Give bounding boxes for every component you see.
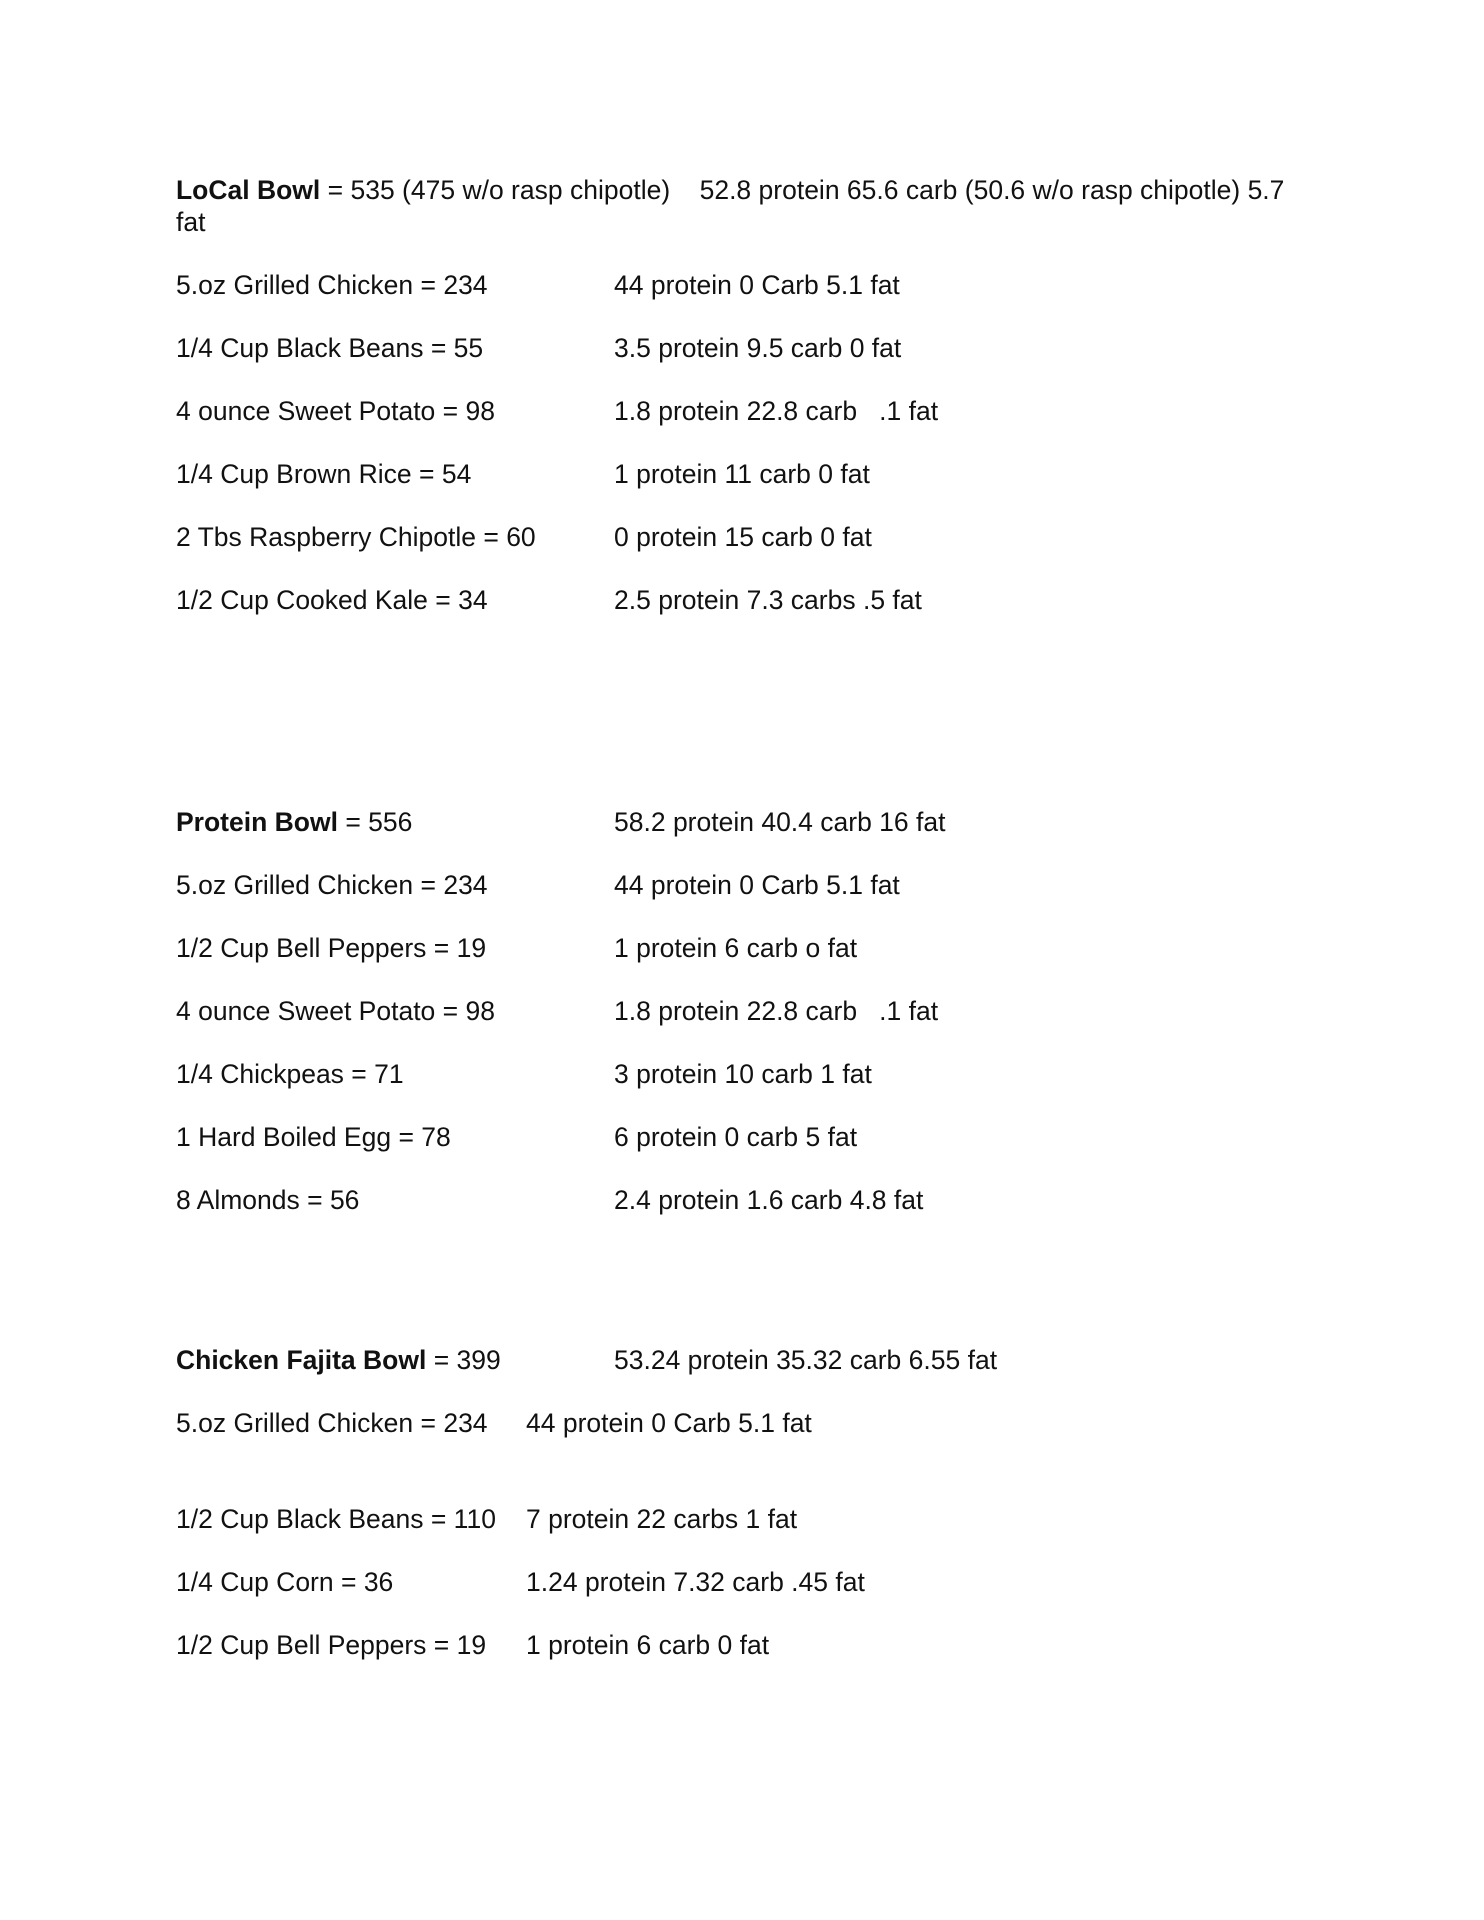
item-macros: 6 protein 0 carb 5 fat	[614, 1122, 858, 1152]
item-label: 1/2 Cup Bell Peppers = 19	[176, 933, 487, 963]
item-macros: 44 protein 0 Carb 5.1 fat	[526, 1408, 812, 1438]
item-macros: 2.5 protein 7.3 carbs .5 fat	[614, 585, 922, 615]
item-label: 4 ounce Sweet Potato = 98	[176, 396, 495, 426]
item-label: 1/4 Cup Corn = 36	[176, 1567, 394, 1597]
item-macros: 44 protein 0 Carb 5.1 fat	[614, 870, 900, 900]
item-macros: 1.8 protein 22.8 carb .1 fat	[614, 996, 939, 1026]
item-macros: 1.24 protein 7.32 carb .45 fat	[526, 1567, 865, 1597]
item-label: 5.oz Grilled Chicken = 234	[176, 1408, 488, 1438]
section-summary: = 399	[426, 1345, 501, 1375]
item-macros: 2.4 protein 1.6 carb 4.8 fat	[614, 1185, 924, 1215]
section-header-chicken-fajita-bowl	[176, 1344, 501, 1376]
item-label: 1 Hard Boiled Egg = 78	[176, 1122, 451, 1152]
section-header-local-bowl	[176, 174, 1284, 206]
item-label: 1/4 Cup Brown Rice = 54	[176, 459, 472, 489]
item-macros: 3.5 protein 9.5 carb 0 fat	[614, 333, 902, 363]
item-label: 5.oz Grilled Chicken = 234	[176, 270, 488, 300]
section-macros: 58.2 protein 40.4 carb 16 fat	[614, 807, 946, 837]
section-summary: = 535 (475 w/o rasp chipotle) 52.8 protein 65.6 carb (50.6 w/o rasp chipotle) 5.7	[320, 175, 1285, 205]
item-label: 5.oz Grilled Chicken = 234	[176, 870, 488, 900]
item-macros: 3 protein 10 carb 1 fat	[614, 1059, 872, 1089]
section-summary-wrap: fat	[176, 207, 206, 237]
item-macros: 1 protein 6 carb 0 fat	[526, 1630, 770, 1660]
section-header-protein-bowl	[176, 806, 412, 838]
section-title: LoCal Bowl	[176, 175, 321, 205]
item-label: 8 Almonds = 56	[176, 1185, 360, 1215]
item-label: 4 ounce Sweet Potato = 98	[176, 996, 495, 1026]
item-macros: 1 protein 11 carb 0 fat	[614, 459, 870, 489]
item-macros: 7 protein 22 carbs 1 fat	[526, 1504, 798, 1534]
section-summary: = 556	[337, 807, 413, 837]
item-macros: 0 protein 15 carb 0 fat	[614, 522, 872, 552]
item-macros: 1 protein 6 carb o fat	[614, 933, 858, 963]
section-title: Chicken Fajita Bowl	[176, 1345, 427, 1375]
item-macros: 1.8 protein 22.8 carb .1 fat	[614, 396, 939, 426]
section-macros: 53.24 protein 35.32 carb 6.55 fat	[614, 1345, 998, 1375]
item-label: 1/2 Cup Bell Peppers = 19	[176, 1630, 487, 1660]
item-label: 1/4 Cup Black Beans = 55	[176, 333, 484, 363]
item-macros: 44 protein 0 Carb 5.1 fat	[614, 270, 900, 300]
section-title: Protein Bowl	[176, 807, 338, 837]
item-label: 1/2 Cup Cooked Kale = 34	[176, 585, 488, 615]
item-label: 1/4 Chickpeas = 71	[176, 1059, 404, 1089]
item-label: 2 Tbs Raspberry Chipotle = 60	[176, 522, 536, 552]
item-label: 1/2 Cup Black Beans = 110	[176, 1504, 496, 1534]
